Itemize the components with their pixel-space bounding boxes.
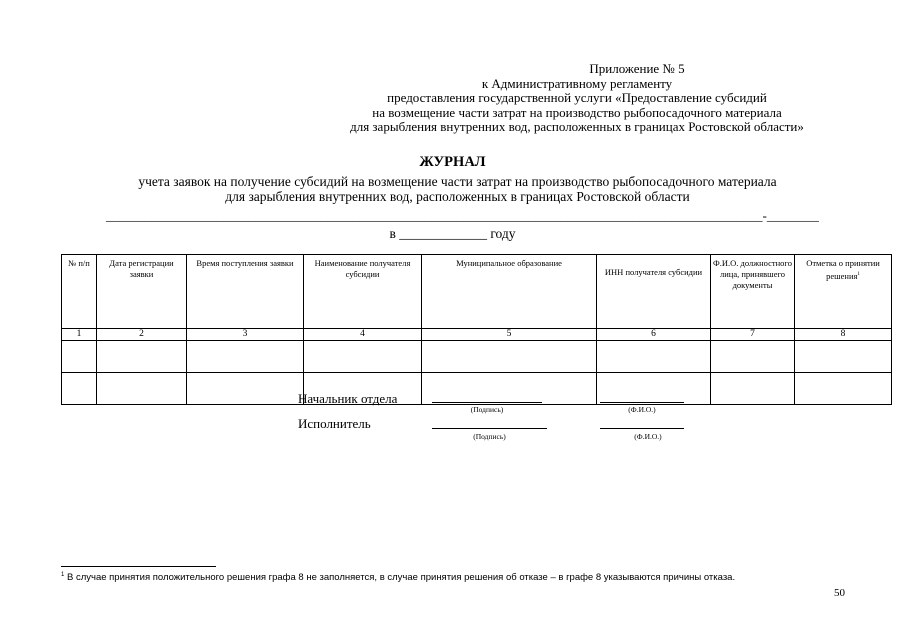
table-cell	[795, 373, 892, 405]
footnote	[61, 572, 735, 583]
footnote-marker: 1	[61, 572, 65, 578]
column-number: 8	[795, 329, 892, 341]
column-header	[795, 255, 892, 329]
table-cell	[97, 373, 187, 405]
table-cell	[97, 341, 187, 373]
column-header: Ф.И.О. должностного лица, принявшего документы	[711, 255, 795, 329]
table-cell	[597, 341, 711, 373]
table-cell	[597, 373, 711, 405]
table-cell	[62, 341, 97, 373]
appendix-header	[317, 62, 837, 135]
column-header-text: Отметка о принятии решения	[806, 258, 880, 281]
subtitle-line: учета заявок на получение субсидий на возмещение части затрат на производство рыбопосадочного материала	[138, 174, 777, 189]
table-cell	[187, 341, 304, 373]
table-cell	[711, 373, 795, 405]
appendix-line: Приложение № 5	[589, 61, 685, 76]
appendix-line: на возмещение части затрат на производство рыбопосадочного материала	[372, 104, 782, 120]
column-header: Муниципальное образование	[422, 255, 597, 329]
column-header: Наименование получателя субсидии	[304, 255, 422, 329]
column-number: 2	[97, 329, 187, 341]
column-number: 3	[187, 329, 304, 341]
name-caption: (Ф.И.О.)	[628, 405, 656, 414]
year-line: в _____________ году	[389, 226, 516, 241]
appendix-line: для зарыбления внутренних вод, расположенных в границах Ростовской области»	[350, 119, 804, 134]
name-line	[600, 402, 684, 403]
footnote-separator	[61, 566, 216, 567]
column-header: ИНН получателя субсидии	[597, 255, 711, 329]
signature-caption: (Подпись)	[473, 432, 506, 441]
table-cell	[422, 341, 597, 373]
table-header-row	[62, 255, 892, 329]
document-title: ЖУРНАЛ	[419, 154, 486, 170]
signature-label-head: Начальник отдела	[298, 391, 398, 406]
signature-caption: (Подпись)	[470, 405, 504, 414]
fill-in-line: _____________________________________________________________________________________________________-________	[106, 208, 819, 223]
signature-line	[432, 428, 547, 429]
document-subtitle	[0, 174, 905, 204]
column-number: 6	[597, 329, 711, 341]
table-cell	[422, 373, 597, 405]
table-row	[62, 341, 892, 373]
subtitle-line: для зарыбления внутренних вод, расположенных в границах Ростовской области	[225, 189, 690, 204]
signature-line	[432, 402, 542, 403]
column-number: 1	[62, 329, 97, 341]
table-cell	[187, 373, 304, 405]
column-header: № п/п	[62, 255, 97, 329]
table-cell	[62, 373, 97, 405]
name-caption: (Ф.И.О.)	[634, 432, 662, 441]
footnote-text: В случае принятия положительного решения графа 8 не заполняется, в случае принятия решения об отказе – в графе 8 указываются причины отказа.	[64, 572, 736, 584]
column-number: 7	[711, 329, 795, 341]
signature-label-executor: Исполнитель	[298, 416, 371, 431]
column-number-row	[62, 329, 892, 341]
appendix-line: к Административному регламенту	[481, 75, 673, 91]
appendix-line: предоставления государственной услуги «Предоставление субсидий	[387, 90, 767, 105]
column-header: Дата регистрации заявки	[97, 255, 187, 329]
journal-table	[61, 254, 892, 405]
column-header: Время поступления заявки	[187, 255, 304, 329]
footnote-marker: 1	[857, 272, 860, 277]
column-number: 5	[422, 329, 597, 341]
name-line	[600, 428, 684, 429]
table-row	[62, 373, 892, 405]
page-number: 50	[834, 587, 845, 599]
column-number: 4	[304, 329, 422, 341]
table-cell	[795, 341, 892, 373]
table-cell	[304, 341, 422, 373]
table-cell	[711, 341, 795, 373]
